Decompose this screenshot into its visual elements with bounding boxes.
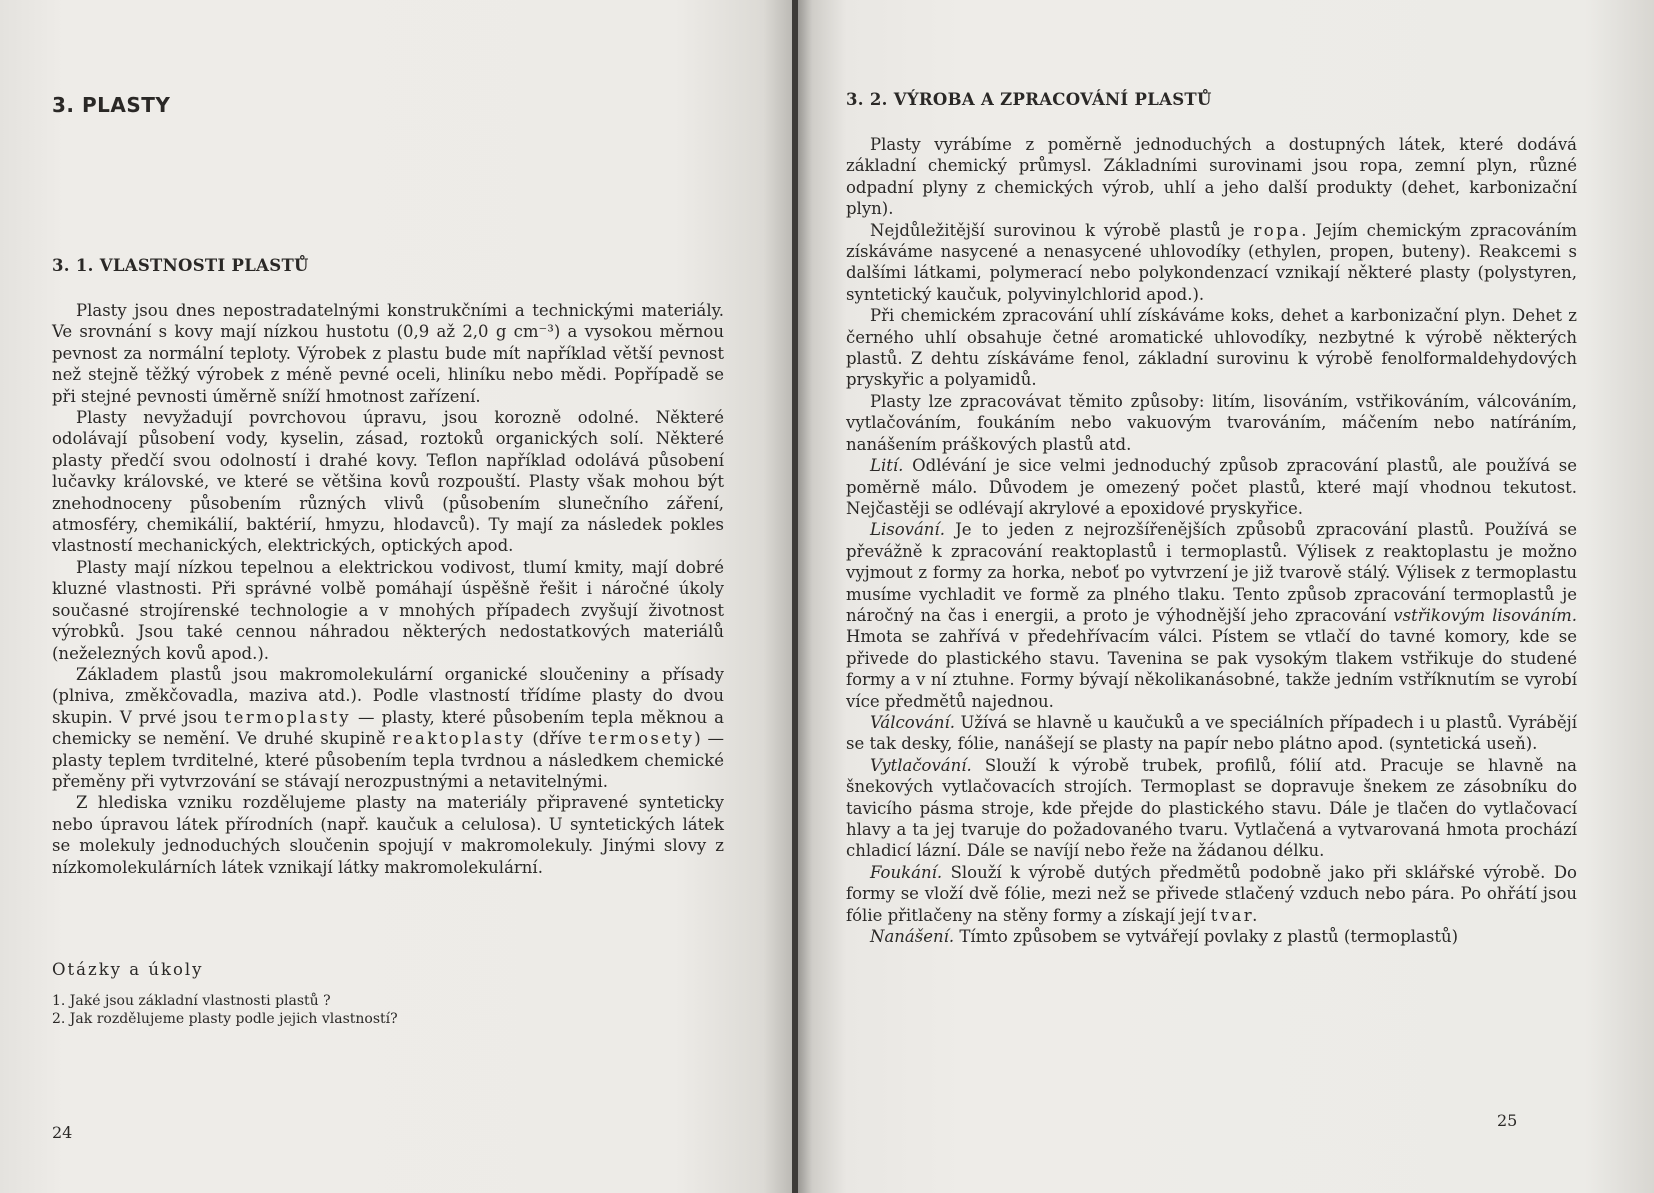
term-termoplasty: termoplasty bbox=[224, 707, 351, 727]
paragraph bbox=[846, 712, 1577, 755]
term-lisovani: Lisování. bbox=[870, 520, 945, 540]
questions-title: Otázky a úkoly bbox=[52, 960, 204, 979]
term-vytlacovani: Vytlačování. bbox=[870, 755, 972, 775]
right-page bbox=[795, 0, 1654, 1193]
text-run: Hmota se zahřívá v předehřívacím válci. Pístem se vtlačí do tavné komory, kde se přivede do plastického stavu. Tavenina se pak vysokým tlakem vstřikuje do studené formy a v ní ztuhne. Formy bývají několikanásobné, takže jedním vstříknutím se vyrobí více předmětů najednou. bbox=[846, 627, 1577, 711]
left-body-text bbox=[52, 300, 724, 878]
chapter-title: 3. PLASTY bbox=[52, 93, 171, 117]
term-valcovani: Válcování. bbox=[870, 712, 955, 732]
paragraph bbox=[52, 664, 724, 792]
text-run: Slouží k výrobě dutých předmětů podobně jako při sklářské výrobě. Do formy se vloží dvě fólie, mezi než se přivede stlačený vzduch nebo pára. Po ohřátí jsou fólie přitlačeny na stěny formy a získají její bbox=[846, 862, 1577, 925]
paragraph bbox=[846, 519, 1577, 712]
paragraph bbox=[846, 220, 1577, 306]
text-run: ) — plasty teplem tvrditelné, které působením tepla tvrdnou a následkem chemické přeměny při vytvrzování se stávají nerozpustnými a netavitelnými. bbox=[52, 729, 725, 791]
text-run: — plasty, které působením tepla měknou a chemicky se nemění. Ve druhé skupině bbox=[52, 707, 725, 749]
paragraph bbox=[846, 862, 1577, 926]
text-run: Užívá se hlavně u kaučuků a ve speciálních případech i u plastů. Vyrábějí se tak desky, fólie, nanášejí se plasty na papír nebo plátno apod. (syntetická useň). bbox=[846, 712, 1577, 754]
term-termosety: termosety bbox=[588, 729, 695, 749]
text-run: Odlévání je sice velmi jednoduchý způsob zpracování plastů, ale používá se poměrně málo. Důvodem je omezený počet plastů, které mají vhodnou tekutost. Nejčastěji se odlévají akrylové a epoxidové pryskyřice. bbox=[846, 456, 1577, 518]
page-number: 24 bbox=[52, 1123, 73, 1142]
paragraph bbox=[846, 926, 1577, 947]
paragraph bbox=[846, 455, 1577, 519]
text-run: (dříve bbox=[532, 729, 582, 749]
right-body-text bbox=[846, 134, 1577, 947]
questions-list bbox=[52, 992, 398, 1028]
term-nanaseni: Nanášení. bbox=[870, 927, 955, 947]
paragraph bbox=[846, 755, 1577, 862]
paragraph: Plasty lze zpracovávat těmito způsoby: litím, lisováním, vstřikováním, válcováním, vytlačováním, foukáním nebo vakuovým tvarováním, máčením nebo natíráním, nanášením práškových plastů atd. bbox=[846, 391, 1577, 454]
paragraph: Plasty nevyžadují povrchovou úpravu, jsou korozně odolné. Některé odolávají působení vody, kyselin, zásad, roztoků organických solí. Některé plasty předčí svou odolností i drahé kovy. Teflon například odolává působení lučavky královské, ve které se většina kovů rozpouští. Plasty však mohou být znehodnoceny působením různých vlivů (působením slunečního záření, atmosféry, chemikálií, baktérií, hmyzu, hlodavců). Ty mají za následek pokles vlastností mechanických, elektrických, optických apod. bbox=[52, 408, 724, 556]
term-liti: Lití. bbox=[870, 456, 904, 476]
paragraph: Při chemickém zpracování uhlí získáváme koks, dehet a karbonizační plyn. Dehet z černého uhlí obsahuje četné aromatické uhlovodíky, nezbytné k výrobě některých plastů. Z dehtu získáváme fenol, základní surovinu k výrobě fenolformaldehydových pryskyřic a polyamidů. bbox=[846, 306, 1577, 390]
question-item: 1. Jaké jsou základní vlastnosti plastů ? bbox=[52, 993, 331, 1009]
book-gutter bbox=[792, 0, 798, 1193]
term-vstrikove-lisovani: vstřikovým lisováním. bbox=[1393, 605, 1577, 625]
section-title-vlastnosti: 3. 1. VLASTNOSTI PLASTŮ bbox=[52, 256, 309, 275]
term-ropa: ropa bbox=[1253, 220, 1302, 240]
paragraph: Z hlediska vzniku rozdělujeme plasty na materiály připravené synteticky nebo úpravou látek přírodních (např. kaučuk a celulosa). U syntetických látek se molekuly jednoduchých sloučenin spojují v makromolekuly. Jinými slovy z nízkomolekulárních látek vznikají látky makromolekulární. bbox=[52, 793, 724, 877]
question-item: 2. Jak rozdělujeme plasty podle jejich vlastností? bbox=[52, 1011, 398, 1027]
section-title-vyroba: 3. 2. VÝROBA A ZPRACOVÁNÍ PLASTŮ bbox=[846, 90, 1212, 109]
text-run: Nejdůležitější surovinou k výrobě plastů je bbox=[870, 220, 1245, 240]
text-run: Slouží k výrobě trubek, profilů, fólií atd. Pracuje se hlavně na šnekových vytlačovacích strojích. Termoplast se dopravuje šnekem ze zásobníku do tavicího pásma stroje, kde přejde do plastického stavu. Dále je tlačen do vytlačovací hlavy a ta jej tvaruje do požadovaného tvaru. Vytlačená a vytvarovaná hmota prochází chladicí lázní. Dále se navíjí nebo řeže na žádanou délku. bbox=[846, 755, 1577, 861]
paragraph: Plasty mají nízkou tepelnou a elektrickou vodivost, tlumí kmity, mají dobré kluzné vlastnosti. Při správné volbě pomáhají úspěšně řešit i náročné úkoly současné strojírenské technologie a v mnohých případech zvyšují životnost výrobků. Jsou také cennou náhradou některých nedostatkových materiálů (neželezných kovů apod.). bbox=[52, 557, 724, 663]
page-number: 25 bbox=[1497, 1111, 1518, 1130]
paragraph: Plasty vyrábíme z poměrně jednoduchých a dostupných látek, které dodává základní chemický průmysl. Základními surovinami jsou ropa, zemní plyn, různé odpadní plyny z chemických výrob, uhlí a jeho další produkty (dehet, karbonizační plyn). bbox=[846, 135, 1577, 219]
left-page bbox=[0, 0, 795, 1193]
text-run: Základem plastů jsou makromolekulární organické sloučeniny a přísady (plniva, změkčovadla, maziva atd.). Podle vlastností třídíme plasty do dvou skupin. V prvé jsou bbox=[52, 664, 724, 727]
text-run: Tímto způsobem se vytvářejí povlaky z plastů (termoplastů) bbox=[959, 927, 1459, 947]
term-foukani: Foukání. bbox=[870, 862, 943, 882]
term-tvar: tvar. bbox=[1210, 905, 1260, 925]
term-reaktoplasty: reaktoplasty bbox=[392, 729, 526, 749]
paragraph: Plasty jsou dnes nepostradatelnými konstrukčními a technickými materiály. Ve srovnání s kovy mají nízkou hustotu (0,9 až 2,0 g cm⁻³) a vysokou měrnou pevnost za normální teploty. Výrobek z plastu bude mít například větší pevnost než stejně těžký výrobek z méně pevné oceli, hliníku nebo mědi. Popřípadě se při stejné pevnosti úměrně sníží hmotnost zařízení. bbox=[52, 301, 724, 406]
text-run: Je to jeden z nejrozšířenějších způsobů zpracování plastů. Používá se převážně k zpracování reaktoplastů i termoplastů. Výlisek z reaktoplastu je možno vyjmout z formy za horka, neboť po vytvrzení je již tvarově stálý. Výlisek z termoplastu musíme vychladit ve formě za plného tlaku. Tento způsob zpracování termoplastů je náročný na čas i energii, a proto je výhodnější jeho zpracování bbox=[846, 520, 1577, 625]
text-run: . Jejím chemickým zpracováním získáváme nasycené a nenasycené uhlovodíky (ethylen, propen, buteny). Reakcemi s dalšími látkami, polymerací nebo polykondenzací vznikají některé plasty (polystyren, syntetický kaučuk, polyvinylchlorid apod.). bbox=[846, 220, 1578, 304]
